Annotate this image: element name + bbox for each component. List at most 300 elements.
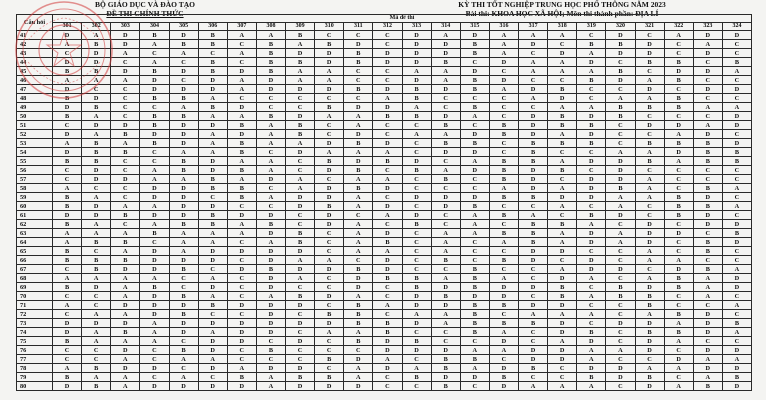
exam-code-header: 308 bbox=[256, 23, 285, 31]
question-number: 63 bbox=[17, 229, 53, 238]
table-row bbox=[17, 49, 752, 58]
answer-cell: D bbox=[722, 112, 751, 121]
answer-cell: D bbox=[577, 58, 606, 67]
answer-cell: B bbox=[693, 238, 722, 247]
answer-cell: C bbox=[489, 103, 518, 112]
answer-cell: D bbox=[82, 283, 111, 292]
answer-cell: A bbox=[169, 238, 198, 247]
question-number: 75 bbox=[17, 337, 53, 346]
answer-cell: C bbox=[519, 373, 548, 382]
answer-cell: C bbox=[693, 175, 722, 184]
answer-cell: B bbox=[286, 373, 315, 382]
answer-cell: B bbox=[460, 85, 489, 94]
answer-cell: D bbox=[489, 76, 518, 85]
answer-cell: D bbox=[489, 58, 518, 67]
answer-cell: A bbox=[373, 355, 402, 364]
table-row bbox=[17, 346, 752, 355]
answer-cell: C bbox=[402, 265, 431, 274]
answer-cell: D bbox=[53, 130, 82, 139]
answer-cell: D bbox=[140, 364, 169, 373]
answer-cell: C bbox=[722, 175, 751, 184]
table-row bbox=[17, 319, 752, 328]
answer-cell: B bbox=[577, 139, 606, 148]
answer-cell: C bbox=[431, 94, 460, 103]
answer-cell: C bbox=[519, 337, 548, 346]
answer-cell: D bbox=[286, 247, 315, 256]
answer-cell: B bbox=[489, 211, 518, 220]
answer-cell: B bbox=[722, 58, 751, 67]
answer-cell: C bbox=[693, 229, 722, 238]
answer-cell: D bbox=[227, 103, 256, 112]
answer-cell: D bbox=[577, 130, 606, 139]
answer-cell: D bbox=[256, 76, 285, 85]
answer-cell: A bbox=[402, 364, 431, 373]
answer-cell: B bbox=[227, 373, 256, 382]
answer-cell: B bbox=[198, 31, 227, 40]
answer-cell: D bbox=[140, 256, 169, 265]
answer-cell: D bbox=[140, 247, 169, 256]
table-row bbox=[17, 58, 752, 67]
answer-cell: B bbox=[169, 292, 198, 301]
answer-cell: B bbox=[198, 211, 227, 220]
answer-cell: D bbox=[519, 247, 548, 256]
answer-cell: A bbox=[606, 229, 635, 238]
answer-cell: C bbox=[489, 247, 518, 256]
answer-cell: C bbox=[635, 166, 664, 175]
answer-cell: A bbox=[460, 346, 489, 355]
answer-cell: A bbox=[489, 328, 518, 337]
answer-cell: C bbox=[286, 328, 315, 337]
answer-cell: D bbox=[140, 301, 169, 310]
answer-cell: D bbox=[431, 301, 460, 310]
answer-cell: B bbox=[577, 328, 606, 337]
answer-cell: C bbox=[315, 31, 344, 40]
answer-cell: C bbox=[256, 202, 285, 211]
answer-cell: A bbox=[286, 139, 315, 148]
answer-cell: D bbox=[256, 85, 285, 94]
answer-cell: A bbox=[344, 202, 373, 211]
answer-cell: A bbox=[722, 67, 751, 76]
answer-cell: D bbox=[256, 229, 285, 238]
answer-cell: A bbox=[460, 220, 489, 229]
answer-cell: A bbox=[140, 328, 169, 337]
answer-cell: A bbox=[227, 175, 256, 184]
answer-cell: D bbox=[82, 58, 111, 67]
answer-cell: A bbox=[606, 94, 635, 103]
answer-cell: C bbox=[373, 220, 402, 229]
answer-cell: C bbox=[519, 328, 548, 337]
answer-cell: A bbox=[489, 238, 518, 247]
answer-cell: C bbox=[722, 49, 751, 58]
answer-cell: A bbox=[53, 76, 82, 85]
question-number: 78 bbox=[17, 364, 53, 373]
answer-cell: C bbox=[402, 238, 431, 247]
answer-cell: A bbox=[519, 58, 548, 67]
answer-cell: B bbox=[53, 94, 82, 103]
answer-cell: D bbox=[82, 121, 111, 130]
question-number: 43 bbox=[17, 49, 53, 58]
answer-cell: B bbox=[256, 112, 285, 121]
answer-cell: D bbox=[111, 319, 140, 328]
answer-cell: C bbox=[635, 31, 664, 40]
answer-cell: D bbox=[519, 85, 548, 94]
answer-cell: A bbox=[140, 40, 169, 49]
answer-cell: C bbox=[373, 67, 402, 76]
answer-cell: B bbox=[460, 103, 489, 112]
answer-cell: D bbox=[256, 175, 285, 184]
answer-cell: D bbox=[693, 319, 722, 328]
question-column-header: Câu hỏi bbox=[17, 15, 53, 31]
answer-cell: D bbox=[315, 139, 344, 148]
answer-cell: D bbox=[548, 319, 577, 328]
answer-cell: C bbox=[664, 40, 693, 49]
answer-cell: B bbox=[198, 301, 227, 310]
answer-cell: A bbox=[548, 184, 577, 193]
answer-cell: B bbox=[460, 40, 489, 49]
answer-cell: B bbox=[460, 265, 489, 274]
answer-cell: A bbox=[489, 346, 518, 355]
answer-cell: C bbox=[460, 121, 489, 130]
answer-cell: A bbox=[256, 157, 285, 166]
table-row bbox=[17, 148, 752, 157]
answer-cell: D bbox=[577, 112, 606, 121]
answer-cell: D bbox=[635, 283, 664, 292]
answer-cell: A bbox=[460, 112, 489, 121]
answer-cell: C bbox=[489, 139, 518, 148]
answer-cell: D bbox=[169, 211, 198, 220]
answer-cell: C bbox=[286, 355, 315, 364]
answer-cell: A bbox=[577, 310, 606, 319]
question-number: 55 bbox=[17, 157, 53, 166]
answer-cell: D bbox=[82, 94, 111, 103]
answer-cell: D bbox=[286, 148, 315, 157]
answer-cell: A bbox=[198, 292, 227, 301]
answer-cell: A bbox=[635, 247, 664, 256]
exam-code-group-header: Mã đề thi bbox=[53, 15, 752, 23]
answer-cell: B bbox=[169, 220, 198, 229]
answer-cell: C bbox=[227, 202, 256, 211]
answer-cell: B bbox=[344, 58, 373, 67]
answer-cell: D bbox=[722, 31, 751, 40]
answer-cell: C bbox=[431, 184, 460, 193]
answer-cell: B bbox=[664, 193, 693, 202]
answer-cell: D bbox=[256, 283, 285, 292]
answer-cell: D bbox=[635, 337, 664, 346]
answer-cell: B bbox=[140, 121, 169, 130]
answer-cell: D bbox=[315, 58, 344, 67]
answer-cell: B bbox=[402, 220, 431, 229]
answer-cell: D bbox=[315, 382, 344, 391]
answer-cell: D bbox=[402, 193, 431, 202]
question-number: 54 bbox=[17, 148, 53, 157]
answer-cell: D bbox=[431, 148, 460, 157]
question-number: 46 bbox=[17, 76, 53, 85]
answer-cell: A bbox=[82, 328, 111, 337]
answer-cell: A bbox=[606, 148, 635, 157]
answer-cell: C bbox=[373, 292, 402, 301]
table-row bbox=[17, 103, 752, 112]
answer-cell: A bbox=[402, 67, 431, 76]
answer-cell: A bbox=[693, 274, 722, 283]
answer-cell: D bbox=[722, 382, 751, 391]
answer-cell: D bbox=[53, 31, 82, 40]
answer-cell: D bbox=[722, 121, 751, 130]
answer-cell: B bbox=[256, 265, 285, 274]
answer-cell: C bbox=[227, 256, 256, 265]
answer-cell: D bbox=[227, 328, 256, 337]
answer-cell: D bbox=[402, 58, 431, 67]
answer-cell: A bbox=[111, 76, 140, 85]
answer-cell: C bbox=[693, 94, 722, 103]
answer-cell: D bbox=[198, 382, 227, 391]
answer-cell: A bbox=[53, 274, 82, 283]
answer-cell: D bbox=[373, 229, 402, 238]
answer-cell: C bbox=[402, 121, 431, 130]
answer-cell: A bbox=[577, 355, 606, 364]
answer-cell: B bbox=[431, 364, 460, 373]
answer-cell: C bbox=[577, 94, 606, 103]
answer-cell: C bbox=[577, 283, 606, 292]
answer-cell: B bbox=[111, 256, 140, 265]
answer-cell: B bbox=[286, 238, 315, 247]
question-number: 73 bbox=[17, 319, 53, 328]
answer-cell: B bbox=[693, 202, 722, 211]
answer-cell: C bbox=[577, 319, 606, 328]
answer-cell: D bbox=[548, 274, 577, 283]
answer-cell: B bbox=[548, 121, 577, 130]
answer-cell: A bbox=[577, 49, 606, 58]
question-number: 74 bbox=[17, 328, 53, 337]
answer-cell: D bbox=[606, 175, 635, 184]
answer-cell: C bbox=[402, 139, 431, 148]
answer-cell: C bbox=[140, 238, 169, 247]
answer-cell: A bbox=[111, 355, 140, 364]
answer-cell: A bbox=[227, 85, 256, 94]
answer-cell: C bbox=[315, 301, 344, 310]
answer-cell: A bbox=[664, 382, 693, 391]
answer-cell: B bbox=[606, 292, 635, 301]
answer-cell: A bbox=[344, 292, 373, 301]
answer-cell: A bbox=[82, 337, 111, 346]
answer-cell: D bbox=[315, 220, 344, 229]
answer-cell: D bbox=[53, 85, 82, 94]
answer-cell: C bbox=[286, 346, 315, 355]
answer-cell: D bbox=[460, 193, 489, 202]
answer-cell: A bbox=[198, 130, 227, 139]
answer-cell: C bbox=[82, 355, 111, 364]
answer-cell: C bbox=[489, 355, 518, 364]
answer-cell: D bbox=[431, 283, 460, 292]
answer-cell: C bbox=[402, 256, 431, 265]
answer-cell: C bbox=[256, 355, 285, 364]
answer-cell: D bbox=[53, 328, 82, 337]
answer-cell: A bbox=[722, 184, 751, 193]
answer-cell: D bbox=[169, 319, 198, 328]
answer-cell: A bbox=[169, 148, 198, 157]
question-number: 76 bbox=[17, 346, 53, 355]
answer-cell: C bbox=[111, 112, 140, 121]
answer-cell: D bbox=[315, 265, 344, 274]
answer-cell: B bbox=[315, 373, 344, 382]
answer-cell: C bbox=[344, 67, 373, 76]
answer-cell: A bbox=[489, 40, 518, 49]
answer-cell: B bbox=[256, 67, 285, 76]
answer-cell: D bbox=[286, 202, 315, 211]
answer-cell: B bbox=[489, 121, 518, 130]
table-row bbox=[17, 364, 752, 373]
answer-cell: C bbox=[82, 85, 111, 94]
table-row bbox=[17, 310, 752, 319]
answer-cell: B bbox=[53, 157, 82, 166]
answer-cell: A bbox=[693, 121, 722, 130]
answer-cell: D bbox=[519, 283, 548, 292]
answer-cell: D bbox=[402, 211, 431, 220]
answer-cell: C bbox=[489, 148, 518, 157]
answer-cell: B bbox=[140, 112, 169, 121]
answer-cell: D bbox=[664, 229, 693, 238]
answer-cell: D bbox=[606, 157, 635, 166]
answer-cell: D bbox=[82, 211, 111, 220]
answer-cell: A bbox=[373, 301, 402, 310]
table-row bbox=[17, 256, 752, 265]
answer-cell: C bbox=[373, 76, 402, 85]
answer-cell: D bbox=[519, 40, 548, 49]
answer-cell: C bbox=[315, 337, 344, 346]
subject-line: Bài thi: KHOA HỌC XÃ HỘI; Môn thi thành phần: ĐỊA LÍ bbox=[465, 9, 659, 18]
answer-cell: D bbox=[373, 85, 402, 94]
answer-cell: C bbox=[722, 40, 751, 49]
answer-cell: B bbox=[460, 283, 489, 292]
question-number: 50 bbox=[17, 112, 53, 121]
answer-cell: D bbox=[548, 49, 577, 58]
answer-cell: C bbox=[53, 355, 82, 364]
table-row bbox=[17, 328, 752, 337]
answer-cell: C bbox=[82, 301, 111, 310]
answer-cell: A bbox=[344, 364, 373, 373]
answer-cell: D bbox=[635, 121, 664, 130]
answer-cell: D bbox=[169, 382, 198, 391]
answer-cell: A bbox=[315, 67, 344, 76]
exam-code-header: 319 bbox=[577, 23, 606, 31]
answer-cell: D bbox=[606, 364, 635, 373]
exam-code-header: 316 bbox=[489, 23, 518, 31]
answer-cell: D bbox=[286, 301, 315, 310]
answer-cell: D bbox=[548, 193, 577, 202]
answer-cell: D bbox=[373, 346, 402, 355]
answer-cell: A bbox=[722, 202, 751, 211]
answer-cell: B bbox=[489, 157, 518, 166]
answer-cell: A bbox=[693, 103, 722, 112]
answer-cell: B bbox=[373, 112, 402, 121]
answer-cell: C bbox=[693, 256, 722, 265]
answer-cell: B bbox=[169, 40, 198, 49]
answer-cell: A bbox=[111, 247, 140, 256]
answer-cell: D bbox=[693, 85, 722, 94]
answer-cell: A bbox=[635, 274, 664, 283]
answer-cell: C bbox=[402, 184, 431, 193]
answer-cell: A bbox=[256, 238, 285, 247]
answer-cell: A bbox=[227, 112, 256, 121]
answer-cell: A bbox=[198, 238, 227, 247]
answer-cell: C bbox=[198, 193, 227, 202]
answer-cell: B bbox=[53, 67, 82, 76]
answer-cell: C bbox=[664, 247, 693, 256]
answer-cell: B bbox=[577, 211, 606, 220]
answer-cell: B bbox=[693, 265, 722, 274]
answer-cell: C bbox=[402, 355, 431, 364]
answer-cell: D bbox=[548, 94, 577, 103]
answer-cell: D bbox=[548, 328, 577, 337]
answer-cell: C bbox=[373, 166, 402, 175]
answer-cell: A bbox=[82, 229, 111, 238]
answer-cell: D bbox=[577, 238, 606, 247]
answer-cell: A bbox=[140, 274, 169, 283]
answer-cell: D bbox=[198, 337, 227, 346]
answer-cell: D bbox=[606, 373, 635, 382]
exam-code-header: 324 bbox=[722, 23, 751, 31]
answer-cell: C bbox=[606, 355, 635, 364]
answer-cell: B bbox=[664, 202, 693, 211]
answer-cell: C bbox=[286, 310, 315, 319]
answer-cell: C bbox=[606, 328, 635, 337]
answer-cell: B bbox=[519, 319, 548, 328]
answer-cell: A bbox=[53, 301, 82, 310]
answer-cell: D bbox=[198, 166, 227, 175]
answer-cell: B bbox=[256, 346, 285, 355]
answer-cell: A bbox=[111, 292, 140, 301]
answer-cell: A bbox=[577, 274, 606, 283]
answer-cell: C bbox=[227, 40, 256, 49]
answer-cell: B bbox=[344, 265, 373, 274]
answer-cell: B bbox=[664, 283, 693, 292]
answer-cell: D bbox=[286, 265, 315, 274]
answer-cell: A bbox=[548, 67, 577, 76]
answer-cell: B bbox=[460, 49, 489, 58]
answer-cell: C bbox=[82, 346, 111, 355]
answer-cell: A bbox=[286, 76, 315, 85]
answer-cell: D bbox=[722, 85, 751, 94]
exam-code-header: 312 bbox=[373, 23, 402, 31]
answer-cell: D bbox=[198, 364, 227, 373]
answer-cell: C bbox=[606, 337, 635, 346]
answer-cell: A bbox=[169, 49, 198, 58]
answer-cell: C bbox=[722, 292, 751, 301]
answer-cell: A bbox=[489, 274, 518, 283]
answer-cell: C bbox=[227, 283, 256, 292]
answer-cell: D bbox=[198, 85, 227, 94]
answer-cell: B bbox=[722, 229, 751, 238]
answer-cell: D bbox=[402, 157, 431, 166]
answer-cell: A bbox=[286, 67, 315, 76]
answer-cell: C bbox=[227, 58, 256, 67]
answer-cell: B bbox=[227, 184, 256, 193]
answer-cell: D bbox=[227, 301, 256, 310]
answer-cell: D bbox=[198, 157, 227, 166]
answer-cell: D bbox=[519, 121, 548, 130]
answer-cell: A bbox=[111, 139, 140, 148]
answer-cell: D bbox=[548, 247, 577, 256]
answer-cell: A bbox=[373, 175, 402, 184]
answer-cell: A bbox=[227, 76, 256, 85]
answer-cell: D bbox=[169, 184, 198, 193]
answer-cell: D bbox=[256, 274, 285, 283]
answer-cell: B bbox=[227, 139, 256, 148]
answer-cell: C bbox=[402, 175, 431, 184]
answer-cell: B bbox=[402, 337, 431, 346]
answer-cell: A bbox=[548, 202, 577, 211]
answer-cell: D bbox=[431, 40, 460, 49]
answer-cell: A bbox=[82, 130, 111, 139]
